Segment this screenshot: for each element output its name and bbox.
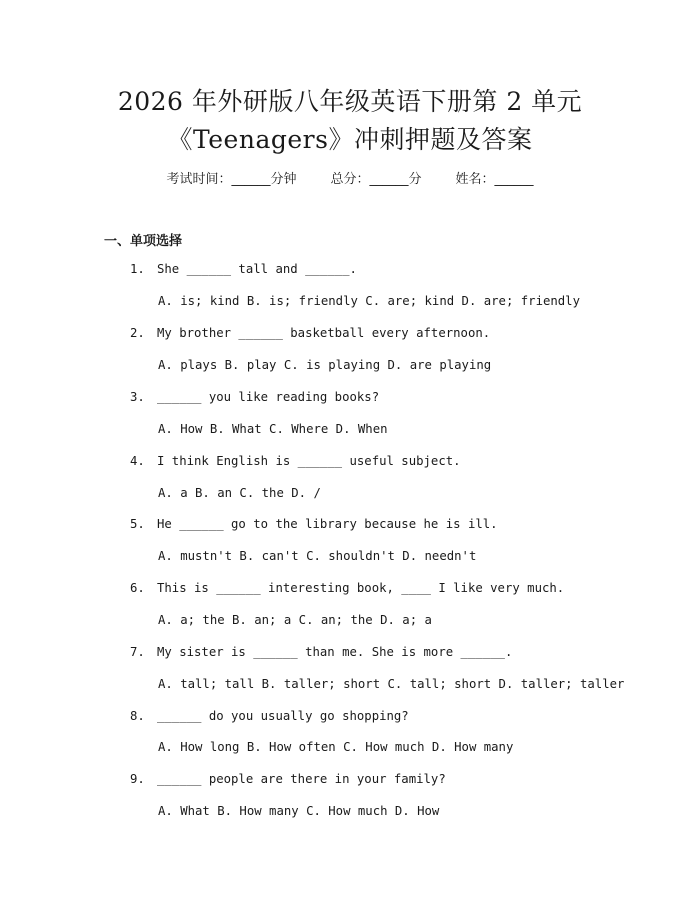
question-number: 2. [130, 326, 145, 340]
question [130, 772, 446, 786]
question-options: A. plays B. play C. is playing D. are playing [158, 358, 492, 372]
exam-meta [0, 168, 700, 187]
page-title-line1: 2026 年外研版八年级英语下册第 2 单元 [117, 87, 583, 116]
question-options: A. mustn't B. can't C. shouldn't D. needn't [158, 549, 477, 563]
question-text: My brother ______ basketball every afternoon. [157, 326, 491, 340]
exam-score-field: 总分：______分 [330, 172, 422, 187]
question [130, 262, 357, 276]
question-text: ______ you like reading books? [157, 390, 380, 404]
question [130, 326, 490, 340]
page-title-line2: 《Teenagers》冲刺押题及答案 [167, 125, 533, 154]
question-options: A. a B. an C. the D. / [158, 486, 321, 500]
question-options: A. How B. What C. Where D. When [158, 422, 388, 436]
question-options: A. How long B. How often C. How much D. How many [158, 740, 514, 754]
question [130, 390, 379, 404]
question-options: A. tall; tall B. taller; short C. tall; short D. taller; taller [158, 677, 625, 691]
exam-name-field: 姓名：______ [455, 172, 534, 187]
question-text: He ______ go to the library because he is ill. [157, 517, 498, 531]
question-number: 8. [130, 709, 145, 723]
question-options: A. a; the B. an; a C. an; the D. a; a [158, 613, 432, 627]
question-number: 5. [130, 517, 145, 531]
question-text: This is ______ interesting book, ____ I like very much. [157, 581, 565, 595]
question-number: 6. [130, 581, 145, 595]
question-number: 1. [130, 262, 145, 276]
question [130, 709, 409, 723]
question-number: 4. [130, 454, 145, 468]
question-number: 9. [130, 772, 145, 786]
question-text: She ______ tall and ______. [157, 262, 357, 276]
question-options: A. What B. How many C. How much D. How [158, 804, 440, 818]
question-text: I think English is ______ useful subject. [157, 454, 461, 468]
question-text: ______ do you usually go shopping? [157, 709, 409, 723]
question-text: My sister is ______ than me. She is more ______. [157, 645, 513, 659]
question-number: 3. [130, 390, 145, 404]
question-number: 7. [130, 645, 145, 659]
question [130, 454, 461, 468]
section-heading: 一、单项选择 [104, 234, 183, 249]
question [130, 645, 512, 659]
exam-time-field: 考试时间：______分钟 [166, 172, 297, 187]
question-options: A. is; kind B. is; friendly C. are; kind D. are; friendly [158, 294, 580, 308]
question [130, 517, 498, 531]
question-text: ______ people are there in your family? [157, 772, 446, 786]
question [130, 581, 564, 595]
